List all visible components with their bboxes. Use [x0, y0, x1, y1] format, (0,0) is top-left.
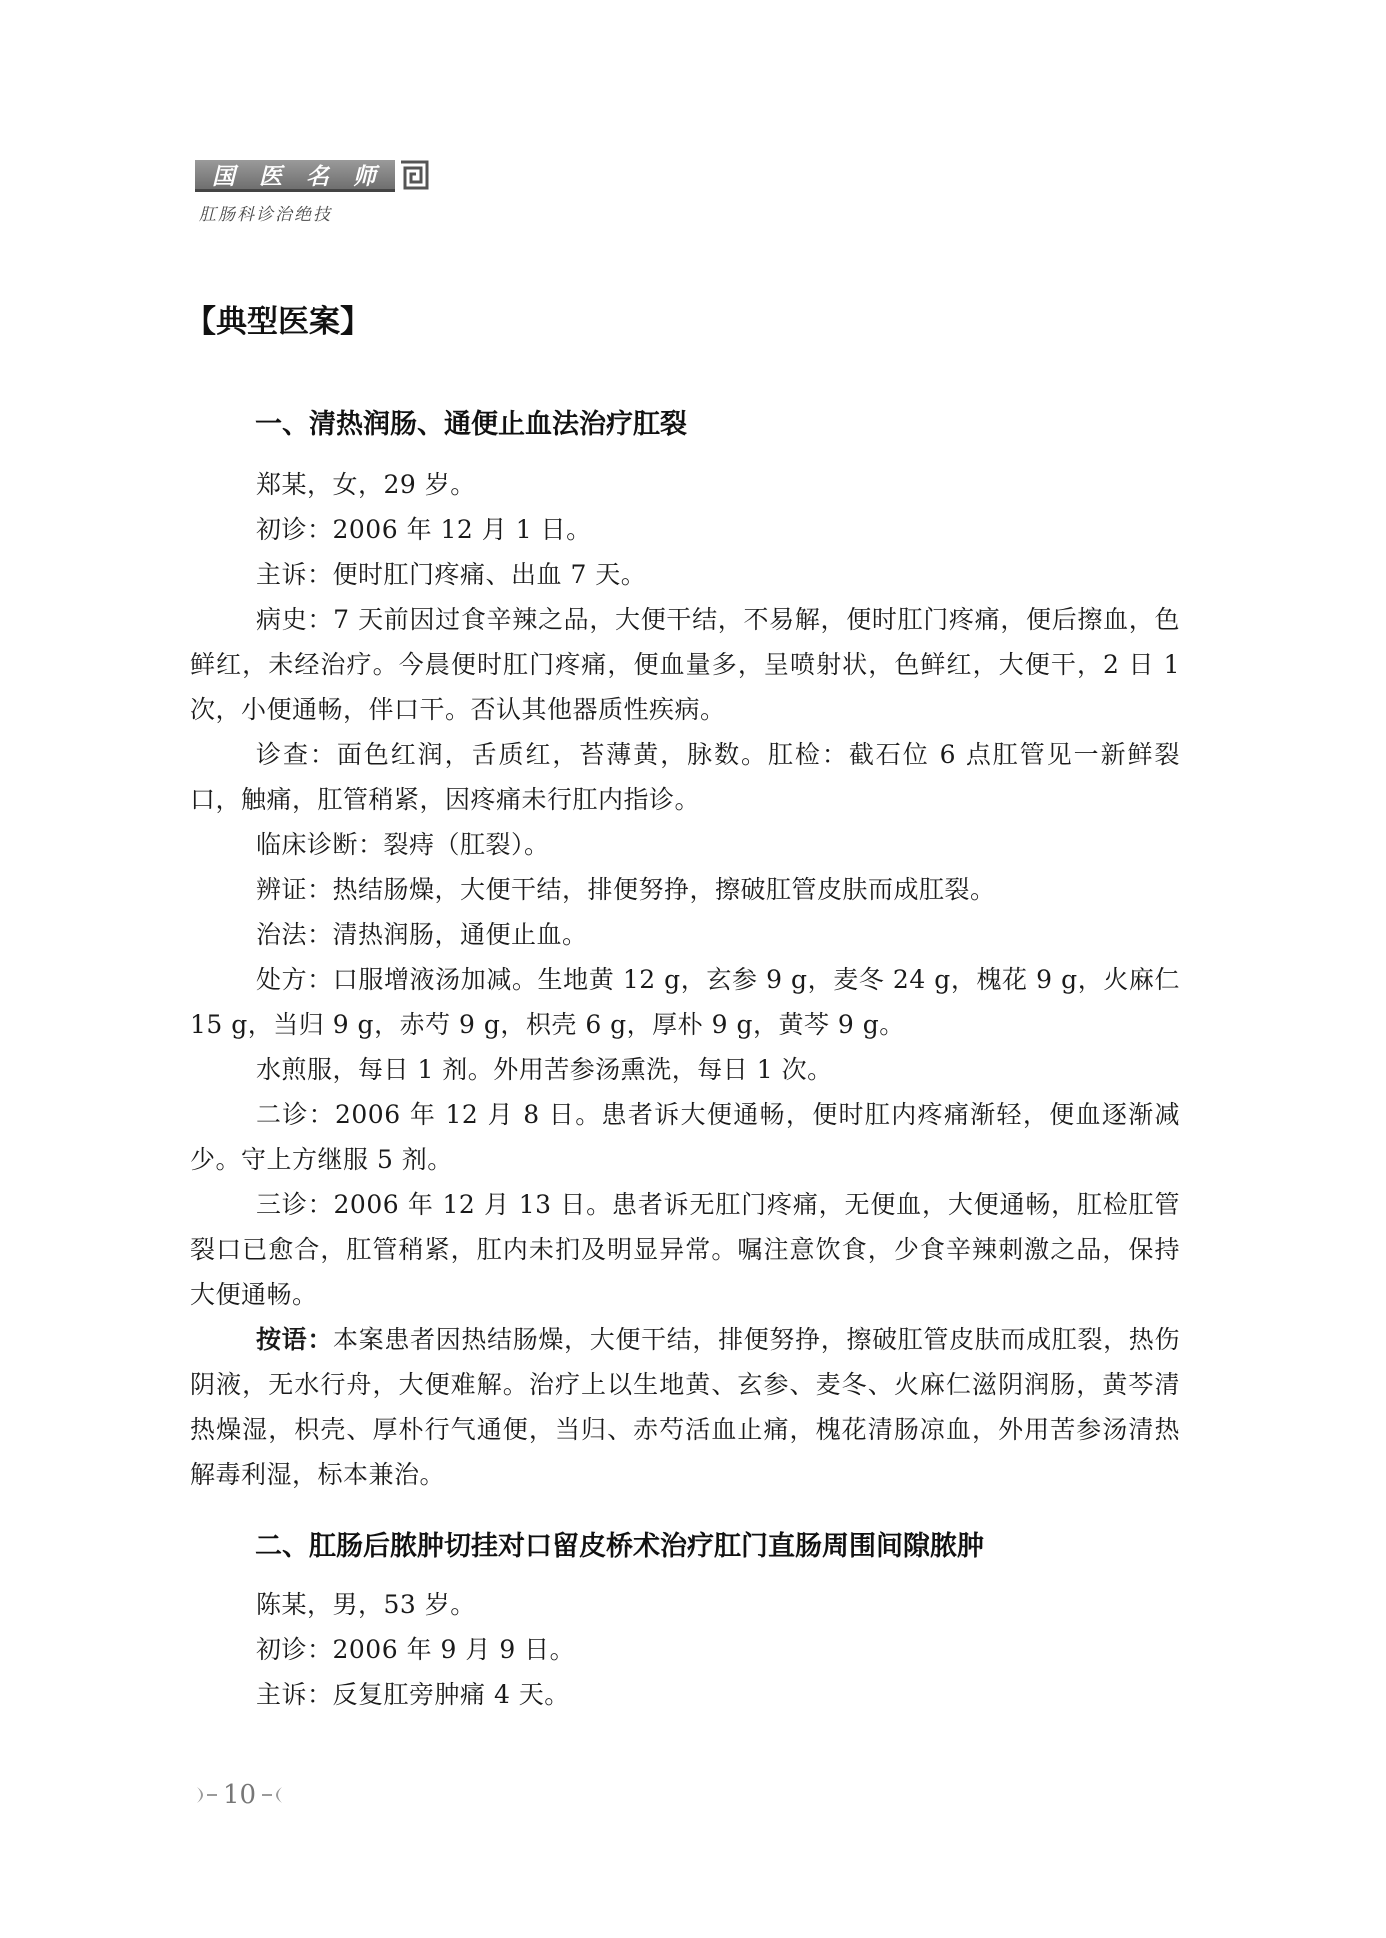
book-subtitle: 肛肠科诊治绝技	[199, 205, 332, 225]
banner-bar	[195, 160, 395, 192]
paragraph: 三诊：2006 年 12 月 13 日。患者诉无肛门疼痛，无便血，大便通畅，肛检肛管裂口已愈合，肛管稍紧，肛内未扪及明显异常。嘱注意饮食，少食辛辣刺激之品，保持大便通畅。	[190, 1190, 1180, 1309]
section-heading: 【典型医案】	[185, 304, 371, 340]
page-footer	[195, 1780, 284, 1810]
paragraph: 主诉：反复肛旁肿痛 4 天。	[256, 1680, 570, 1709]
paragraph: 水煎服，每日 1 剂。外用苦参汤熏洗，每日 1 次。	[256, 1055, 833, 1084]
commentary-paragraph	[190, 1317, 1180, 1497]
paragraph: 处方：口服增液汤加减。生地黄 12 g，玄参 9 g，麦冬 24 g，槐花 9 g，火麻仁 15 g，当归 9 g，赤芍 9 g，枳壳 6 g，厚朴 9 g，黄芩 9 g。	[190, 965, 1180, 1039]
right-ornament-icon	[262, 1783, 284, 1807]
header-banner	[195, 160, 435, 196]
left-ornament-icon	[195, 1783, 217, 1807]
case-title: 一、清热润肠、通便止血法治疗肛裂	[255, 409, 687, 440]
paragraph: 治法：清热润肠，通便止血。	[256, 920, 588, 949]
banner-char: 师	[353, 164, 378, 190]
paragraph: 初诊：2006 年 9 月 9 日。	[256, 1635, 576, 1664]
banner-char: 医	[259, 164, 284, 190]
commentary-text: 本案患者因热结肠燥，大便干结，排便努挣，擦破肛管皮肤而成肛裂，热伤阴液，无水行舟，大便难解。治疗上以生地黄、玄参、麦冬、火麻仁滋阴润肠，黄芩清热燥湿，枳壳、厚朴行气通便，当归、赤芍活血止痛，槐花清肠凉血，外用苦参汤清热解毒利湿，标本兼治。	[190, 1325, 1180, 1489]
paragraph: 初诊：2006 年 12 月 1 日。	[256, 515, 592, 544]
fret-ornament-icon	[399, 160, 429, 190]
paragraph: 二诊：2006 年 12 月 8 日。患者诉大便通畅，便时肛内疼痛渐轻，便血逐渐减少。守上方继服 5 剂。	[190, 1100, 1180, 1174]
paragraph: 郑某，女，29 岁。	[256, 470, 476, 499]
paragraph: 辨证：热结肠燥，大便干结，排便努挣，擦破肛管皮肤而成肛裂。	[256, 875, 996, 904]
paragraph: 主诉：便时肛门疼痛、出血 7 天。	[256, 560, 647, 589]
paragraph: 病史：7 天前因过食辛辣之品，大便干结，不易解，便时肛门疼痛，便后擦血，色鲜红，未经治疗。今晨便时肛门疼痛，便血量多，呈喷射状，色鲜红，大便干，2 日 1 次，小便通畅，伴口干。否认其他器质性疾病。	[190, 605, 1180, 724]
paragraph: 陈某，男，53 岁。	[256, 1590, 476, 1619]
page-number: 10	[223, 1780, 257, 1810]
commentary-label: 按语：	[256, 1325, 334, 1354]
case-title: 二、肛肠后脓肿切挂对口留皮桥术治疗肛门直肠周围间隙脓肿	[255, 1531, 984, 1562]
paragraph: 诊查：面色红润，舌质红，苔薄黄，脉数。肛检：截石位 6 点肛管见一新鲜裂口，触痛，肛管稍紧，因疼痛未行肛内指诊。	[190, 740, 1180, 814]
banner-char: 名	[306, 164, 331, 190]
banner-char: 国	[212, 164, 237, 190]
paragraph: 临床诊断：裂痔（肛裂）。	[256, 830, 550, 859]
